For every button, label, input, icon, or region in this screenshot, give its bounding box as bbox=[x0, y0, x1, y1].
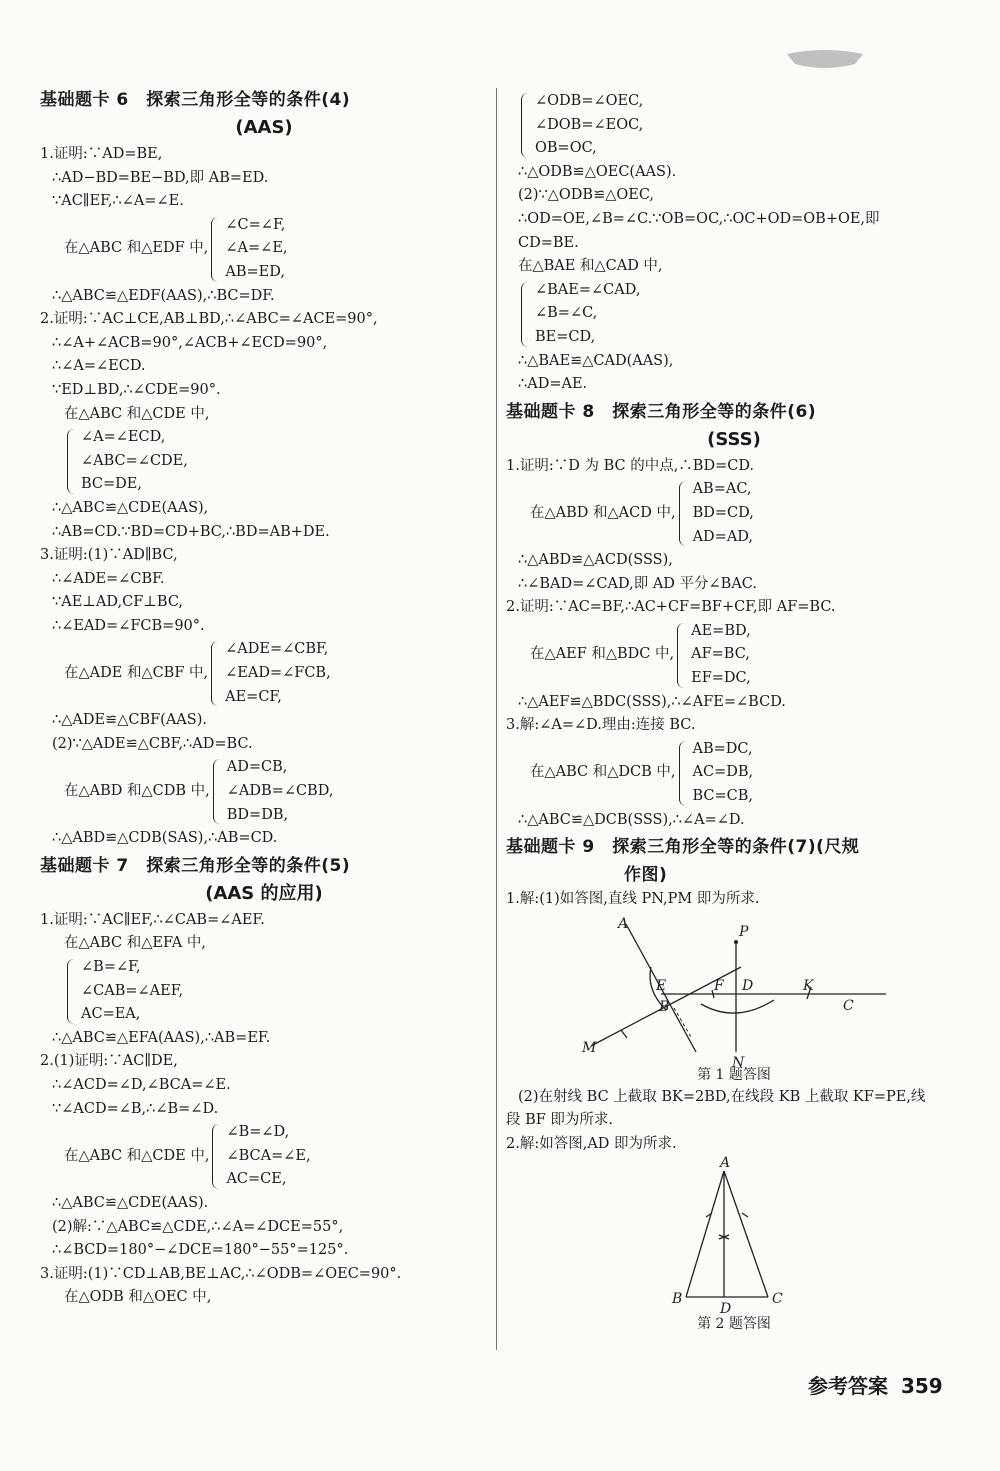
figure-1-svg bbox=[506, 912, 962, 1071]
side-ab bbox=[686, 1171, 724, 1297]
figure-1-caption: 第 1 题答图 bbox=[697, 1066, 771, 1083]
problem-7-3: 3.证明:(1)∵CD⊥AB,BE⊥AC,∴∠ODB=∠OEC=90°. 在△ODB 和△OEC 中, bbox=[40, 1265, 402, 1306]
brace-group: 在△ABD 和△CDB 中, AD=CB, ∠ADB=∠CBD, BD=DB, bbox=[64, 759, 334, 823]
problem-9-1: 1.解:(1)如答图,直线 PN,PM 即为所求. A P E F D K C B M N 第 1 题答图 (2)在射线 BC 上截取 BK=2BD,在线段 KB 上截取 KF=PE,线 段 BF 即为所求. bbox=[506, 888, 962, 1133]
figure-2-svg bbox=[506, 1154, 962, 1317]
brace bbox=[679, 481, 688, 546]
brace-group: 在△ADE 和△CBF 中, ∠ADE=∠CBF, ∠EAD=∠FCB, AE=CF, bbox=[64, 641, 331, 705]
brace-group: 在△ABD 和△ACD 中, AB=AC, BD=CD, AD=AD, bbox=[530, 481, 754, 545]
label-a: A bbox=[618, 915, 629, 932]
brace bbox=[212, 1124, 221, 1189]
label-b: B bbox=[659, 998, 670, 1015]
page-number: 359 bbox=[900, 1374, 943, 1398]
footer-label: 参考答案 bbox=[808, 1374, 888, 1398]
problem-6-1: 1.证明:∵AD=BE, ∴AD−BD=BE−BD,即 AB=ED. ∵AC∥EF,∴∠A=∠E. 在△ABC 和△EDF 中, ∠C=∠F, ∠A=∠E, AB=ED, ∴△ABC≌△EDF(AAS),∴BC=DF. bbox=[40, 143, 488, 308]
right-column: ∠ODB=∠OEC, ∠DOB=∠EOC, OB=OC, ∴△ODB≌△OEC(AAS). (2)∵△ODB≌△OEC, ∴OD=OE,∠B=∠C.∵OB=OC,∴OC+OD=OB+OE,即 CD=BE. 在△BAE 和△CAD 中, ∠BAE=∠CAD, ∠B=∠C, BE=CD, ∴△BAE≌△CAD(AAS), ∴AD=AE. 基础题卡 8 探索三角形全等的条件(6) (SSS) 1.证明:∵D 为 BC 的中点,∴BD=CD. 在△ABD 和△ACD 中, AB=AC, BD=CD, AD=AD, ∴△ABD≌△ACD(SSS), ∴∠BAD=∠CAD,即 AD 平分∠BAC. 2.证明:∵AC=BF,∴AC+CF=BF+CF,即 AF=BC. 在△AEF 和△BDC 中, AE=BD, AF=BC, EF=DC, ∴△AEF≌△BDC(SSS),∴∠AFE=∠BCD. 3.解:∠A=∠D.理由:连接 BC. 在△ABC 和△DCB 中, AB=DC, AC=DB, BC=CB, ∴△ABC≌△DCB(SSS),∴∠A=∠D. 基础题卡 9 探索三角形全等的条件(7)(尺规 作图) 1.解:(1)如答图,直线 PN,PM 即为所求. A P E F D K C B M N 第 1 题答图 (2)在射线 BC 上截取 BK=2BD,在线段 KB 上截取 KF=PE,线 段 BF 即为所求. 2.解:如答图,AD 即为所求. A B D C 第 2 题答图 bbox=[506, 90, 962, 1335]
label-f: F bbox=[714, 977, 724, 994]
dashed-ext bbox=[674, 1008, 691, 1037]
brace-group: 在△ABC 和△CDE 中, ∠B=∠D, ∠BCA=∠E, AC=CE, bbox=[64, 1124, 311, 1188]
label-e: E bbox=[656, 977, 667, 994]
problem-8-3: 3.解:∠A=∠D.理由:连接 BC. 在△ABC 和△DCB 中, AB=DC, AC=DB, BC=CB, ∴△ABC≌△DCB(SSS),∴∠A=∠D. bbox=[506, 714, 962, 832]
point-p bbox=[734, 940, 738, 944]
figure-1-construction bbox=[506, 912, 962, 1086]
problem-8-1: 1.证明:∵D 为 BC 的中点,∴BD=CD. 在△ABD 和△ACD 中, AB=AC, BD=CD, AD=AD, ∴△ABD≌△ACD(SSS), ∴∠BAD=∠CAD,即 AD 平分∠BAC. bbox=[506, 455, 962, 597]
brace bbox=[67, 959, 76, 1024]
section-heading-9: 基础题卡 9 探索三角形全等的条件(7)(尺规 bbox=[506, 837, 860, 858]
brace bbox=[211, 641, 220, 706]
brace bbox=[677, 623, 686, 688]
brace bbox=[521, 93, 530, 158]
label-c: C bbox=[843, 997, 854, 1014]
problem-7-2: 2.(1)证明:∵AC∥DE, ∴∠ACD=∠D,∠BCA=∠E. ∵∠ACD=∠B,∴∠B=∠D. 在△ABC 和△CDE 中, ∠B=∠D, ∠BCA=∠E, AC=CE, ∴△ABC≌△CDE(AAS). (2)解:∵△ABC≌△CDE,∴∠A=∠DCE=55°, ∴∠BCD=180°−∠DCE=180°−55°=125°. bbox=[40, 1050, 488, 1262]
brace bbox=[679, 741, 688, 806]
page-footer bbox=[808, 1370, 943, 1399]
label-c: C bbox=[772, 1290, 783, 1307]
section-subheading-7: (AAS 的应用) bbox=[205, 882, 323, 904]
side-ac bbox=[724, 1171, 768, 1297]
problem-7-1: 1.证明:∵AC∥EF,∴∠CAB=∠AEF. 在△ABC 和△EFA 中, ∠B=∠F, ∠CAB=∠AEF, AC=EA, ∴△ABC≌△EFA(AAS),∴AB=EF. bbox=[40, 909, 488, 1051]
problem-6-2: 2.证明:∵AC⊥CE,AB⊥BD,∴∠ABC=∠ACE=90°, ∴∠A+∠ACB=90°,∠ACB+∠ECD=90°, ∴∠A=∠ECD. ∵ED⊥BD,∴∠CDE=90°. 在△ABC 和△CDE 中, ∠A=∠ECD, ∠ABC=∠CDE, BC=DE, ∴△ABC≌△CDE(AAS), ∴AB=CD.∵BD=CD+BC,∴BD=AB+DE. bbox=[40, 308, 488, 544]
construction-marks bbox=[706, 1213, 748, 1239]
brace bbox=[213, 759, 222, 824]
arc-2 bbox=[701, 1000, 774, 1013]
column-divider bbox=[496, 88, 497, 1350]
section-heading-7: 基础题卡 7 探索三角形全等的条件(5) bbox=[40, 855, 351, 876]
problem-6-3: 3.证明:(1)∵AD∥BC, ∴∠ADE=∠CBF. ∵AE⊥AD,CF⊥BC, ∴∠EAD=∠FCB=90°. 在△ADE 和△CBF 中, ∠ADE=∠CBF, ∠EAD=∠FCB, AE=CF, ∴△ADE≌△CBF(AAS). (2)∵△ADE≌△CBF,∴AD=BC. 在△ABD 和△CDB 中, AD=CB, ∠ADB=∠CBD, BD=DB, ∴△ABD≌△CDB(SAS),∴AB=CD. bbox=[40, 544, 488, 851]
label-a: A bbox=[720, 1154, 731, 1171]
section-heading-8: 基础题卡 8 探索三角形全等的条件(6) bbox=[506, 401, 817, 422]
section-subheading-8: (SSS) bbox=[707, 428, 761, 450]
brace-group: 在△ABC 和△DCB 中, AB=DC, AC=DB, BC=CB, bbox=[530, 740, 754, 805]
brace-group: 在△AEF 和△BDC 中, AE=BD, AF=BC, EF=DC, bbox=[530, 622, 751, 687]
problem-9-2: 2.解:如答图,AD 即为所求. A B D C 第 2 题答图 bbox=[506, 1133, 962, 1335]
section-heading-9-cont: 作图) bbox=[624, 865, 668, 886]
header-ornament bbox=[785, 48, 865, 70]
brace-group: ∠BAE=∠CAD, ∠B=∠C, BE=CD, bbox=[506, 279, 962, 350]
label-k: K bbox=[803, 977, 814, 994]
figure-2-caption: 第 2 题答图 bbox=[697, 1315, 771, 1332]
brace-group: ∠A=∠ECD, ∠ABC=∠CDE, BC=DE, bbox=[40, 426, 488, 497]
figure-2-construction bbox=[506, 1154, 962, 1335]
left-column bbox=[40, 85, 488, 1310]
brace bbox=[521, 282, 530, 347]
label-d: D bbox=[742, 977, 754, 994]
brace bbox=[211, 217, 220, 282]
label-n: N bbox=[732, 1054, 745, 1071]
label-d: D bbox=[720, 1300, 732, 1317]
label-b: B bbox=[672, 1290, 683, 1307]
brace-group: ∠B=∠F, ∠CAB=∠AEF, AC=EA, bbox=[40, 956, 488, 1027]
section-subheading-6: (AAS) bbox=[235, 117, 293, 138]
label-m: M bbox=[582, 1039, 597, 1056]
brace bbox=[67, 429, 76, 494]
problem-8-2: 2.证明:∵AC=BF,∴AC+CF=BF+CF,即 AF=BC. 在△AEF 和△BDC 中, AE=BD, AF=BC, EF=DC, ∴△AEF≌△BDC(SSS),∴∠AFE=∠BCD. bbox=[506, 596, 962, 714]
ticks bbox=[621, 987, 811, 1038]
brace-group: 在△ABC 和△EDF 中, ∠C=∠F, ∠A=∠E, AB=ED, bbox=[64, 216, 288, 280]
brace-group: ∠ODB=∠OEC, ∠DOB=∠EOC, OB=OC, bbox=[506, 90, 962, 161]
label-p: P bbox=[739, 923, 749, 940]
section-heading-6: 基础题卡 6 探索三角形全等的条件(4) bbox=[40, 90, 351, 110]
